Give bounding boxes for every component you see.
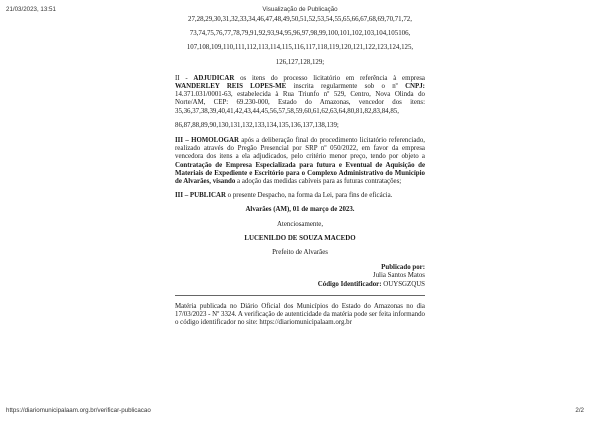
divider <box>175 295 425 296</box>
homologate-paragraph <box>175 137 425 186</box>
closing-text: Atenciosamente, <box>276 220 324 228</box>
items-line-4: 126,127,128,129; <box>275 58 325 66</box>
published-by-label: Publicado por: <box>381 264 425 272</box>
signer-role: Prefeito de Alvarães <box>272 249 328 257</box>
document-date: Alvarães (AM), 01 de março de 2023. <box>245 206 355 214</box>
adj-company: WANDERLEY REIS LOPES-ME <box>175 83 287 91</box>
document-body <box>175 16 425 334</box>
adjudicate-items-cont: 86,87,88,89,90,130,131,132,133,134,135,136,137,138,139; <box>175 121 339 129</box>
hom-object: Contratação de Empresa Especializada para futura e Eventual de Aquisição de Materiais de Expediente e Escritório para o Complexo Administrativo do Município de Alvarães, visando <box>175 161 425 186</box>
pub-keyword: III – PUBLICAR <box>175 192 226 200</box>
hom-prefix: III – <box>175 137 192 145</box>
signer-name: LUCENILDO DE SOUZA MACEDO <box>244 234 356 242</box>
hom-text: após a deliberação final do procedimento licitatório referenciado, realizado através do Pregão Presencial por SRP nº 050/2022, em favor da empresa vencedora dos itens a ela adjudicados, pelo critério menor preço, tendo por objeto a <box>175 137 426 161</box>
items-line-3: 107,108,109,110,111,112,113,114,115,116,117,118,119,120,121,122,123,124,125, <box>186 44 414 52</box>
pub-text: o presente Despacho, na forma da Lei, para fins de eficácia. <box>225 192 393 200</box>
identifier-value: OUYSGZQUS <box>383 280 425 288</box>
print-page-title: Visualização de Publicação <box>262 6 338 13</box>
print-page-number: 2/2 <box>575 407 584 414</box>
adj-cnpj-label: CNPJ: <box>405 83 425 91</box>
adj-details: 14.371.031/0001-63, estabelecida à Rua Triunfo nº 529, Centro, Nova Olinda do Norte/AM, CEP: 69.230-000, Estado do Amazonas, vencedor dos itens: 35,36,37,38,39,40,41,42,43,44,45,56,57,58,59,60,61,62,63,64,80,81,82,83,84,85, <box>175 91 425 115</box>
adj-prefix: II - <box>175 74 194 82</box>
adj-text: os itens do processo licitatório em referência à empresa <box>234 74 425 82</box>
hom-keyword: HOMOLOGAR <box>191 137 239 145</box>
identifier-code: Código Identificador: OUYSGZQUS <box>317 280 425 288</box>
items-line-2: 73,74,75,76,77,78,79,91,92,93,94,95,96,97,98,99,100,101,102,103,104,105106, <box>189 30 411 38</box>
publish-paragraph <box>175 192 425 200</box>
print-timestamp: 21/03/2023, 13:51 <box>6 6 56 13</box>
adj-text-2: inscrita regularmente sob o nº <box>286 83 406 91</box>
adjudicate-paragraph <box>175 75 425 116</box>
published-by-name: Julia Santos Matos <box>372 272 425 280</box>
print-url: https://diariomunicipalaam.org.br/verificar-publicacao <box>6 407 151 414</box>
adj-keyword: ADJUDICAR <box>193 74 235 82</box>
hom-end: a adoção das medidas cabíveis para as futuras contratações; <box>235 178 402 186</box>
publication-note: Matéria publicada no Diário Oficial dos Municípios do Estado do Amazonas no dia 17/03/2023 - Nº 3324. A verificação de autenticidade da matéria pode ser feita informando o código identificador no site: https://diariomunicipalaam.org.br <box>175 302 425 327</box>
items-line-1: 27,28,29,30,31,32,33,34,46,47,48,49,50,51,52,53,54,55,65,66,67,68,69,70,71,72, <box>188 16 412 23</box>
